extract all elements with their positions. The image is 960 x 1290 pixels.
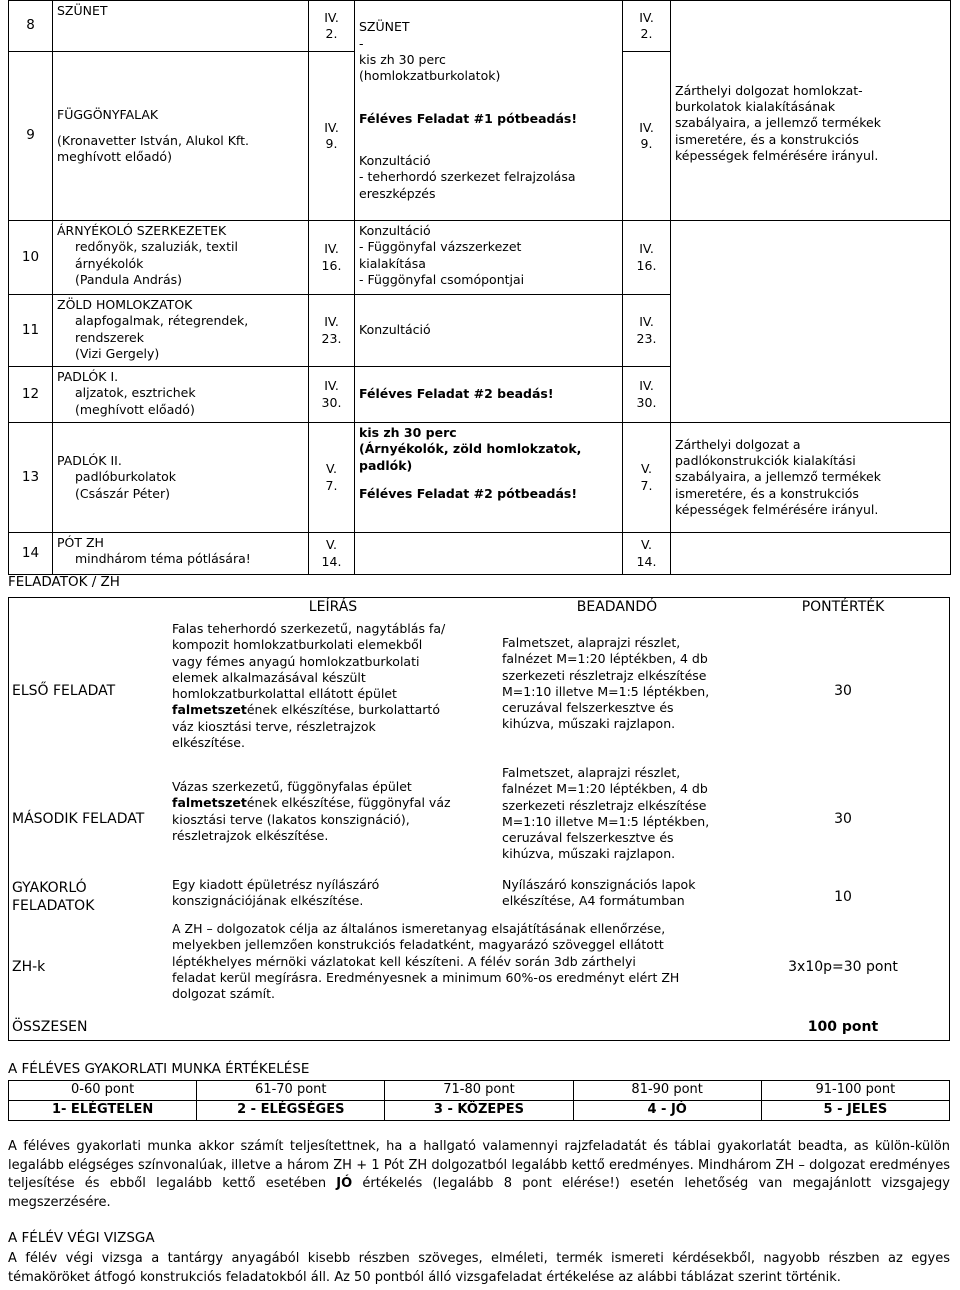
tasks-table xyxy=(8,595,950,1039)
topic-sub: alapfogalmak, rétegrendek, rendszerek (Vizi Gergely) xyxy=(75,313,249,361)
zh-note: Zárthelyi dolgozat a padlókonstrukciók kialakítási szabályaira, a jellemző termékek ismeretére, és a konstrukciós képességek felmérésére irányul. xyxy=(671,423,951,533)
lecture-date: IV. 2. xyxy=(309,1,355,52)
lecture-date: IV. 9. xyxy=(309,51,355,220)
schedule-row xyxy=(9,1,951,52)
task-row xyxy=(8,619,950,763)
topic-sub: (Kronavetter István, Alukol Kft. meghívott előadó) xyxy=(57,132,249,164)
week-number: 10 xyxy=(9,221,53,295)
grade-label: 4 - JÓ xyxy=(573,1100,761,1120)
task-row xyxy=(8,763,950,875)
schedule-row xyxy=(9,423,951,533)
task-row xyxy=(8,919,950,1015)
topic-sub: redőnyök, szaluziák, textil árnyékolók (Pandula András) xyxy=(75,239,238,287)
practice-date: V. 7. xyxy=(623,423,671,533)
task-deliver: Nyílászáró konszignációs lapok elkészítése, A4 formátumban xyxy=(502,877,696,909)
topic-title: FÜGGÖNYFALAK xyxy=(57,106,159,122)
task-text: Konzultáció - teherhordó szerkezet felrajzolása ereszképzés xyxy=(359,153,576,201)
lecture-date: V. 14. xyxy=(309,533,355,575)
practice-date: IV. 30. xyxy=(623,367,671,423)
task-row xyxy=(8,1015,950,1039)
topic-title: ÁRNYÉKOLÓ SZERKEZETEK xyxy=(57,223,227,238)
zh-note: Zárthelyi dolgozat homlokzat- burkolatok kialakításának szabályaira, a jellemző termékek ismeretére, és a konstrukciós képességek felmérésére irányul. xyxy=(671,1,951,221)
task-desc: Falas teherhordó szerkezetű, nagytáblás fa/ kompozit homlokzatburkolati elemekből vagy fémes anyagú homlokzatburkolati elemek alkalmazásával készült homlokzatburkolattal ellátott épület falmetszetének elkészítése, burkolattartó váz kiosztási terve, részletrajzok elkészítése. xyxy=(172,621,446,750)
task-text: Konzultáció xyxy=(355,295,623,367)
schedule-table xyxy=(8,0,951,575)
week-number: 13 xyxy=(9,423,53,533)
topic-sub: mindhárom téma pótlására! xyxy=(75,551,251,567)
topic-title: PADLÓK I. xyxy=(57,369,119,384)
practice-date: IV. 2. xyxy=(623,1,671,52)
week-number: 14 xyxy=(9,533,53,575)
practice-date: IV. 9. xyxy=(623,51,671,220)
grade-label: 1- ELÉGTELEN xyxy=(9,1100,197,1120)
grade-range: 71-80 pont xyxy=(385,1081,573,1101)
task-text: SZÜNET - kis zh 30 perc (homlokzatburkolatok) xyxy=(359,19,501,83)
grade-label: 2 - ELÉGSÉGES xyxy=(197,1100,385,1120)
grade-range: 0-60 pont xyxy=(9,1081,197,1101)
practice-date: V. 14. xyxy=(623,533,671,575)
header-points: PONTÉRTÉK xyxy=(801,598,885,615)
week-number: 9 xyxy=(9,51,53,220)
completion-paragraph: A féléves gyakorlati munka akkor számít teljesítettnek, ha a hallgató valamennyi rajzfeladatát és táblai gyakorlatát beadta, as külön-külön legalább elégséges színvonalúak, illetve a három ZH + 1 Pót ZH dolgozatból legalább kettő eredményes. Mindhárom ZH – dolgozat eredményes teljesítése és ebből legalább kettő esetében JÓ értékelés (legalább 8 pont elérése!) esetén lehetőség van megajánlott vizsgajegy megszerzésére. xyxy=(8,1139,950,1210)
task-points: 10 xyxy=(834,888,852,905)
lecture-date: IV. 16. xyxy=(309,221,355,295)
grade-label: 5 - JELES xyxy=(761,1100,949,1120)
task-label: GYAKORLÓ FELADATOK xyxy=(12,879,95,914)
exam-title: A FÉLÉV VÉGI VIZSGA xyxy=(8,1230,155,1246)
task-desc: Vázas szerkezetű, függönyfalas épület falmetszetének elkészítése, függönyfal váz kiosztási terve (lakatos konszignáció), részletrajzok elkészítése. xyxy=(172,779,451,843)
topic-sub: aljzatok, esztrichek (meghívott előadó) xyxy=(75,385,196,417)
task-label: ELSŐ FELADAT xyxy=(12,682,116,699)
task-points: 30 xyxy=(834,682,852,699)
header-deliver: BEADANDÓ xyxy=(576,598,658,615)
week-number: 12 xyxy=(9,367,53,423)
practice-date: IV. 23. xyxy=(623,295,671,367)
week-number: 11 xyxy=(9,295,53,367)
task-deliver: Falmetszet, alaprajzi részlet, falnézet M=1:20 léptékben, 4 db szerkezeti részletrajz elkészítése M=1:10 illetve M=1:5 léptékben, ceruzával felszerkesztve és kihúzva, műszaki rajzlapon. xyxy=(502,635,710,732)
task-label: MÁSODIK FELADAT xyxy=(12,810,145,827)
topic-title: PÓT ZH xyxy=(57,535,104,550)
task-bold: Féléves Feladat #1 pótbeadás! xyxy=(359,110,578,126)
grade-range: 81-90 pont xyxy=(573,1081,761,1101)
lecture-date: IV. 23. xyxy=(309,295,355,367)
grading-table xyxy=(8,1080,950,1121)
grading-title: A FÉLÉVES GYAKORLATI MUNKA ÉRTÉKELÉSE xyxy=(8,1061,310,1077)
topic-title: PADLÓK II. xyxy=(57,453,122,469)
task-bold: kis zh 30 perc (Árnyékolók, zöld homlokzatok, padlók) xyxy=(359,425,582,473)
tasks-section-title: FELADATOK / ZH xyxy=(8,574,120,590)
exam-paragraph: A félév végi vizsga a tantárgy anyagából kisebb részben szöveges, elméleti, termék ismereti kérdésekből, nagyobb részben az egyes témaköröket átfogó konstrukciós feladatokból áll. Az 50 pontból álló vizsgafeladat értékelése az alábbi táblázat szerint történik. xyxy=(8,1251,950,1285)
grade-range: 91-100 pont xyxy=(761,1081,949,1101)
schedule-row xyxy=(9,221,951,295)
task-text: Konzultáció - Függönyfal vázszerkezet kialakítása - Függönyfal csomópontjai xyxy=(355,221,623,295)
task-desc: A ZH – dolgozatok célja az általános ismeretanyag elsajátításának ellenőrzése, melyekben jellemzően konstrukciós feladatként, magyarázó szöveggel ellátott léptékhelyes mérnöki vázlatokat kell készíteni. A félév során 3db zárthelyi feladat kerül megírásra. Eredményesnek a minimum 60%-os eredményt elért ZH dolgozat számít. xyxy=(172,921,680,1001)
task-row xyxy=(8,875,950,919)
task-bold: Féléves Feladat #2 pótbeadás! xyxy=(359,485,578,501)
task-desc: Egy kiadott épületrész nyílászáró konszignációjának elkészítése. xyxy=(172,877,380,909)
header-desc: LEÍRÁS xyxy=(308,598,358,615)
lecture-date: V. 7. xyxy=(309,423,355,533)
task-label: ÖSSZESEN xyxy=(12,1018,88,1035)
task-bold: Féléves Feladat #2 beadás! xyxy=(355,367,623,423)
schedule-row xyxy=(9,533,951,575)
week-number: 8 xyxy=(9,1,53,52)
topic: SZÜNET xyxy=(53,1,309,52)
lecture-date: IV. 30. xyxy=(309,367,355,423)
task-points: 100 pont xyxy=(807,1018,879,1035)
task-label: ZH-k xyxy=(12,958,46,975)
grade-range: 61-70 pont xyxy=(197,1081,385,1101)
task-points: 30 xyxy=(834,810,852,827)
topic-title: ZÖLD HOMLOKZATOK xyxy=(57,297,193,312)
task-points: 3x10p=30 pont xyxy=(788,958,898,975)
topic-sub: padlóburkolatok (Császár Péter) xyxy=(75,469,177,501)
grade-label: 3 - KÖZEPES xyxy=(385,1100,573,1120)
task-deliver: Falmetszet, alaprajzi részlet, falnézet M=1:20 léptékben, 4 db szerkezeti részletrajz elkészítése M=1:10 illetve M=1:5 léptékben, ceruzával felszerkesztve és kihúzva, műszaki rajzlapon. xyxy=(502,765,710,862)
practice-date: IV. 16. xyxy=(623,221,671,295)
